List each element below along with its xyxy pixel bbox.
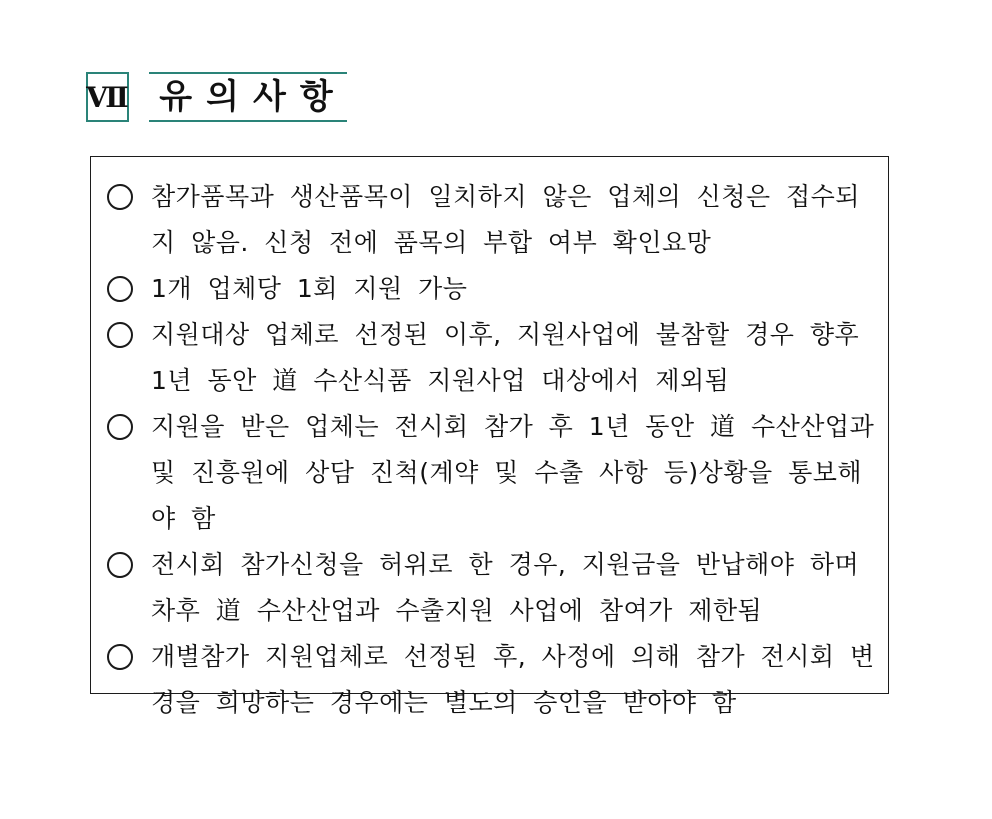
notice-text: 지원대상 업체로 선정된 이후, 지원사업에 불참할 경우 향후 1년 동안 道 수산식품 지원사업 대상에서 제외됨: [151, 320, 860, 395]
notice-item: [105, 312, 877, 404]
circle-bullet-icon: [107, 276, 133, 302]
notice-text: 지원을 받은 업체는 전시회 참가 후 1년 동안 道 수산산업과 및 진흥원에 상담 진척(계약 및 수출 사항 등)상황을 통보해야 함: [151, 412, 875, 533]
notice-text: 전시회 참가신청을 허위로 한 경우, 지원금을 반납해야 하며 차후 道 수산산업과 수출지원 사업에 참여가 제한됨: [151, 550, 860, 625]
notice-text: 개별참가 지원업체로 선정된 후, 사정에 의해 참가 전시회 변경을 희망하는 경우에는 별도의 승인을 받아야 함: [151, 642, 875, 717]
section-title: 유의사항: [149, 72, 347, 122]
section-number: Ⅶ: [86, 72, 129, 122]
notice-item: [105, 266, 877, 312]
notice-item: [105, 634, 877, 726]
circle-bullet-icon: [107, 322, 133, 348]
circle-bullet-icon: [107, 644, 133, 670]
notice-item: [105, 404, 877, 542]
notice-text: 참가품목과 생산품목이 일치하지 않은 업체의 신청은 접수되지 않음. 신청 전에 품목의 부합 여부 확인요망: [151, 182, 860, 257]
notice-list: [105, 174, 877, 726]
notice-item: [105, 542, 877, 634]
notice-item: [105, 174, 877, 266]
circle-bullet-icon: [107, 184, 133, 210]
circle-bullet-icon: [107, 414, 133, 440]
circle-bullet-icon: [107, 552, 133, 578]
notice-text: 1개 업체당 1회 지원 가능: [151, 274, 468, 303]
